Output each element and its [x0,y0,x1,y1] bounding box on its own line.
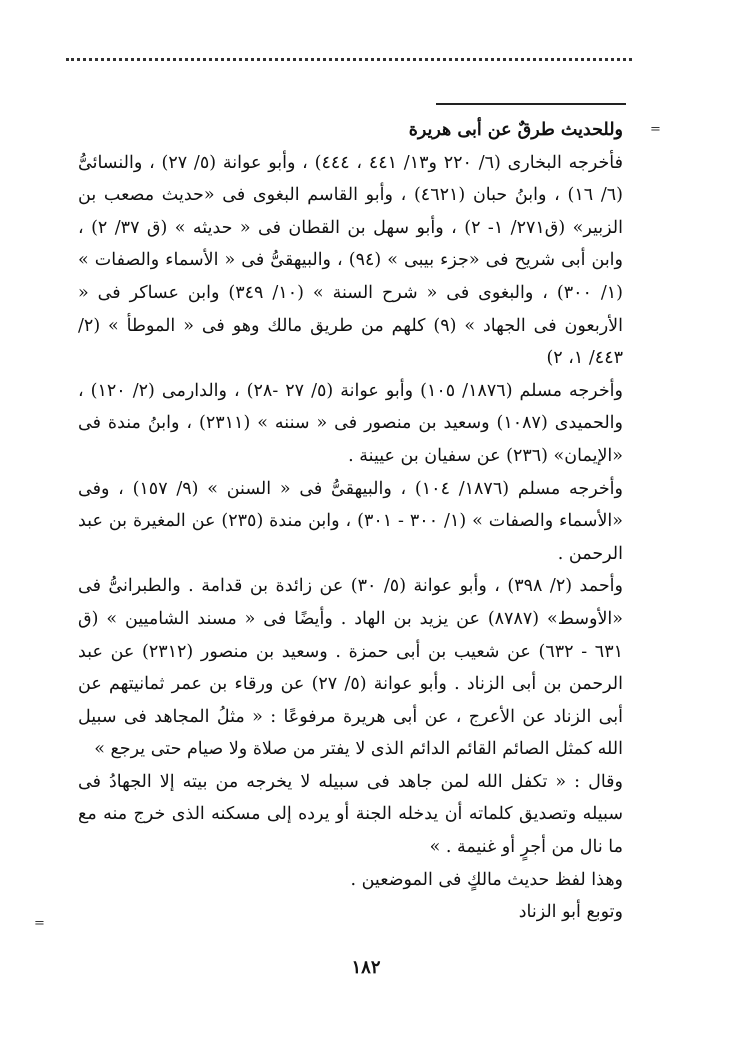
paragraph-bukhari: فأخرجه البخارى (٦/ ٢٢٠ و١٣/ ٤٤١ ، ٤٤٤) ، وأبو عوانة (٥/ ٢٧) ، والنسائىُّ (٦/ ١٦) ، وابنُ حبان (٤٦٢١) ، وأبو القاسم البغوى فى «حديث مصعب بن الزبير» (ق٢٧١/ ١- ٢) ، وأبو سهل بن القطان فى « حديثه » (ق ٣٧/ ٢) ، وابن أبى شريح فى «جزء بيبى » (٩٤) ، والبيهقىُّ فى « الأسماء والصفات » (١/ ٣٠٠) ، والبغوى فى « شرح السنة » (١٠/ ٣٤٩) وابن عساكر فى « الأربعون فى الجهاد » (٩) كلهم من طريق مالك وهو فى « الموطأ » (٢/ ٤٤٣/ ١، ٢) [78,152,623,369]
paragraph-followup: وتوبع أبو الزناد [518,902,623,923]
top-dotted-rule [66,58,632,61]
paragraph-hadith-text: وقال : « تكفل الله لمن جاهد فى سبيله لا يخرجه من بيته إلا الجهادُ فى سبيله وتصديق كلماته أن يدخله الجنة أو يرده إلى مسكنه الذى خرج منه مع ما نال من أجرٍ أو غنيمة . » [78,771,623,858]
margin-mark-right: = [650,122,661,137]
page-text [78,114,623,929]
page-number: ١٨٢ [351,957,381,978]
heading-rule [436,103,626,105]
paragraph-muslim-sufyan: وأخرجه مسلم (١٨٧٦/ ١٠٥) وأبو عوانة (٥/ ٢٧ -٢٨) ، والدارمى (٢/ ١٢٠) ، والحميدى (١٠٨٧) وسعيد بن منصور فى « سننه » (٢٣١١) ، وابنُ مندة فى «الإيمان» (٢٣٦) عن سفيان بن عيينة . [78,380,623,466]
paragraph-ahmad: وأحمد (٢/ ٣٩٨) ، وأبو عوانة (٥/ ٣٠) عن زائدة بن قدامة . والطبرانىُّ فى «الأوسط» (٨٧٨٧) عن يزيد بن الهاد . وأيضًا فى « مسند الشاميين » (ق ٦٣١ - ٦٣٢) عن شعيب بن أبى حمزة . وسعيد بن منصور (٢٣١٢) عن عبد الرحمن بن أبى الزناد . وأبو عوانة (٥/ ٢٧) عن ورقاء بن عمر ثمانيتهم عن أبى الزناد عن الأعرج ، عن أبى هريرة مرفوعًا : « مثلُ المجاهد فى سبيل الله كمثل الصائم القائم الدائم الذى لا يفتر من صلاة ولا صيام حتى يرجع » [78,576,623,760]
section-heading: وللحديث طرقٌ عن أبى هريرة [408,120,623,140]
paragraph-muslim-mughira: وأخرجه مسلم (١٨٧٦/ ١٠٤) ، والبيهقىُّ فى « السنن » (٩/ ١٥٧) ، وفى «الأسماء والصفات » (١/ ٣٠٠ - ٣٠١) ، وابن مندة (٢٣٥) عن المغيرة بن عبد الرحمن . [78,478,624,564]
paragraph-malik-note: وهذا لفظ حديث مالكٍ فى الموضعين . [350,869,623,890]
margin-mark-left: = [34,916,45,931]
